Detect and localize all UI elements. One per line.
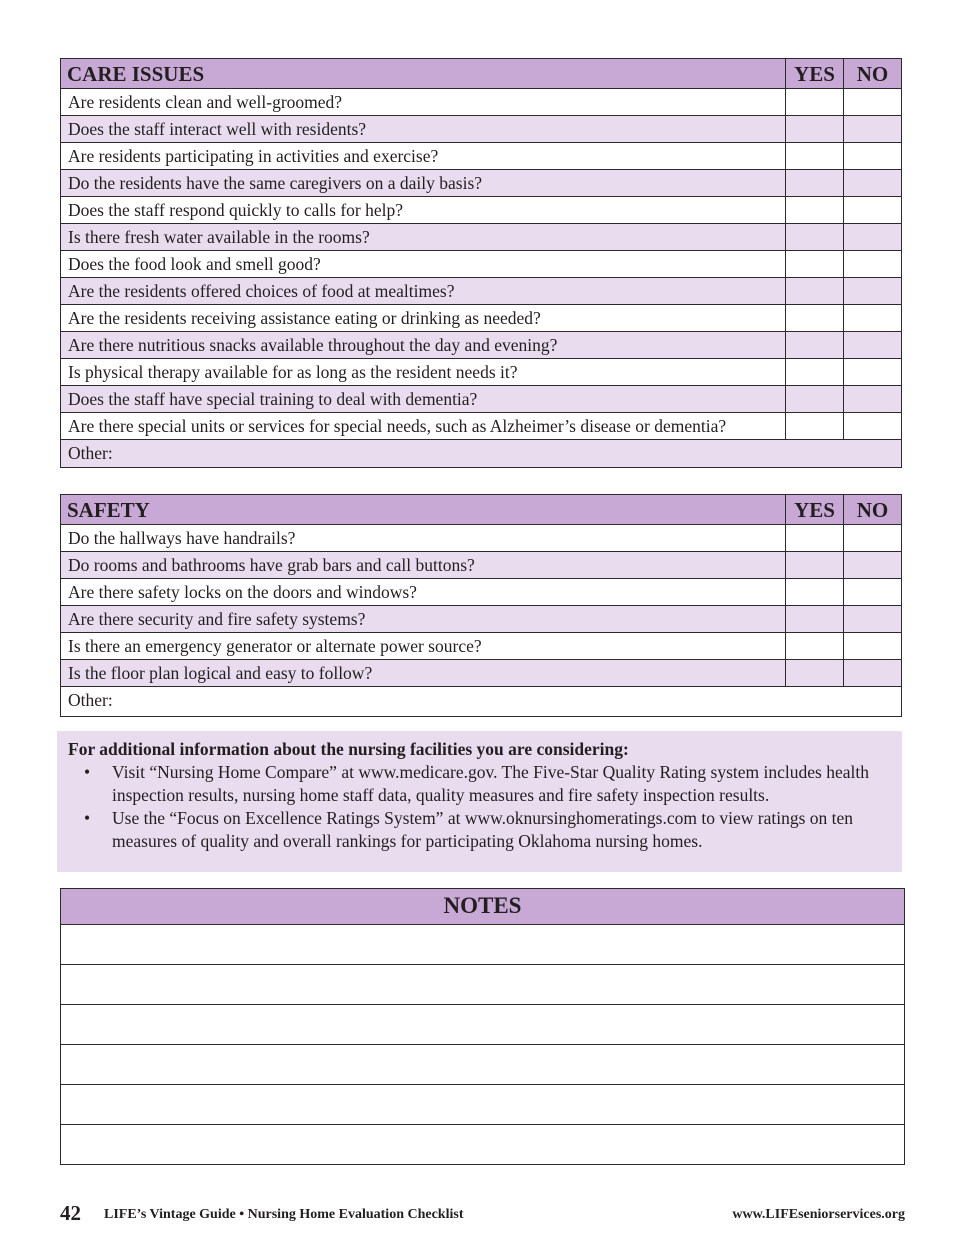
safety-table <box>60 494 902 717</box>
no-checkbox[interactable] <box>843 633 901 659</box>
info-bullet-text: Visit “Nursing Home Compare” at www.medicare.gov. The Five-Star Quality Rating system includes health inspection results, nursing home staff data, quality measures and fire safety inspection results. <box>112 762 869 805</box>
no-checkbox[interactable] <box>843 305 901 331</box>
checklist-row <box>61 89 901 116</box>
notes-line[interactable] <box>61 1125 904 1165</box>
info-bullet <box>68 761 890 807</box>
footer-url: www.LIFEseniorservices.org <box>732 1207 905 1222</box>
checklist-row <box>61 660 901 687</box>
yes-checkbox[interactable] <box>785 525 843 551</box>
checklist-row <box>61 525 901 552</box>
other-label: Other: <box>68 690 113 710</box>
yes-checkbox[interactable] <box>785 197 843 223</box>
yes-column-header: YES <box>785 495 843 524</box>
question: Does the food look and smell good? <box>68 254 321 274</box>
checklist-row <box>61 116 901 143</box>
checklist-row <box>61 386 901 413</box>
checklist-row <box>61 359 901 386</box>
checklist-row <box>61 170 901 197</box>
question: Are residents participating in activities and exercise? <box>68 146 439 166</box>
yes-checkbox[interactable] <box>785 386 843 412</box>
footer-title: LIFE’s Vintage Guide • Nursing Home Evaluation Checklist <box>104 1207 464 1222</box>
checklist-row <box>61 633 901 660</box>
no-checkbox[interactable] <box>843 660 901 686</box>
other-field[interactable] <box>61 440 901 467</box>
no-checkbox[interactable] <box>843 359 901 385</box>
checklist-row <box>61 143 901 170</box>
yes-checkbox[interactable] <box>785 143 843 169</box>
no-column-header: NO <box>843 59 901 88</box>
question: Are the residents receiving assistance eating or drinking as needed? <box>68 308 541 328</box>
info-bullet <box>68 807 890 853</box>
notes-line[interactable] <box>61 1085 904 1125</box>
yes-checkbox[interactable] <box>785 278 843 304</box>
yes-checkbox[interactable] <box>785 633 843 659</box>
yes-checkbox[interactable] <box>785 116 843 142</box>
yes-checkbox[interactable] <box>785 305 843 331</box>
no-checkbox[interactable] <box>843 552 901 578</box>
no-checkbox[interactable] <box>843 170 901 196</box>
question: Is physical therapy available for as long as the resident needs it? <box>68 362 518 382</box>
question: Does the staff respond quickly to calls for help? <box>68 200 404 220</box>
other-label: Other: <box>68 443 113 463</box>
care-issues-title: CARE ISSUES <box>67 62 205 86</box>
care-issues-table <box>60 58 902 468</box>
yes-checkbox[interactable] <box>785 170 843 196</box>
checklist-row <box>61 606 901 633</box>
no-checkbox[interactable] <box>843 525 901 551</box>
bullet-icon: • <box>84 808 91 828</box>
no-checkbox[interactable] <box>843 579 901 605</box>
yes-checkbox[interactable] <box>785 413 843 439</box>
question: Are there security and fire safety systems? <box>68 609 366 629</box>
question: Do the hallways have handrails? <box>68 528 296 548</box>
notes-title: NOTES <box>61 889 904 925</box>
question: Are there nutritious snacks available throughout the day and evening? <box>68 335 558 355</box>
no-checkbox[interactable] <box>843 413 901 439</box>
checklist-row <box>61 251 901 278</box>
yes-checkbox[interactable] <box>785 660 843 686</box>
bullet-icon: • <box>84 762 91 782</box>
question: Does the staff have special training to deal with dementia? <box>68 389 478 409</box>
no-checkbox[interactable] <box>843 89 901 115</box>
yes-checkbox[interactable] <box>785 579 843 605</box>
page-footer <box>60 1201 905 1231</box>
question: Are residents clean and well-groomed? <box>68 92 343 112</box>
page-number: 42 <box>60 1201 81 1225</box>
yes-checkbox[interactable] <box>785 332 843 358</box>
checklist-row <box>61 197 901 224</box>
no-checkbox[interactable] <box>843 606 901 632</box>
care-issues-header <box>61 59 901 89</box>
yes-checkbox[interactable] <box>785 606 843 632</box>
question: Is the floor plan logical and easy to follow? <box>68 663 373 683</box>
yes-checkbox[interactable] <box>785 224 843 250</box>
other-field[interactable] <box>61 687 901 716</box>
notes-line[interactable] <box>61 1045 904 1085</box>
checklist-row <box>61 305 901 332</box>
info-bullet-text: Use the “Focus on Excellence Ratings System” at www.oknursinghomeratings.com to view ratings on ten measures of quality and overall rankings for participating Oklahoma nursing homes. <box>112 808 854 851</box>
checklist-row <box>61 413 901 440</box>
question: Do the residents have the same caregivers on a daily basis? <box>68 173 483 193</box>
no-checkbox[interactable] <box>843 332 901 358</box>
no-checkbox[interactable] <box>843 143 901 169</box>
yes-checkbox[interactable] <box>785 251 843 277</box>
notes-line[interactable] <box>61 1005 904 1045</box>
notes-table <box>60 888 905 1165</box>
info-title: For additional information about the nursing facilities you are considering: <box>68 739 629 759</box>
safety-header <box>61 495 901 525</box>
checklist-row <box>61 332 901 359</box>
no-checkbox[interactable] <box>843 116 901 142</box>
safety-title: SAFETY <box>67 498 150 522</box>
yes-checkbox[interactable] <box>785 552 843 578</box>
no-checkbox[interactable] <box>843 278 901 304</box>
question: Are there safety locks on the doors and windows? <box>68 582 417 602</box>
no-checkbox[interactable] <box>843 197 901 223</box>
question: Are there special units or services for special needs, such as Alzheimer’s disease or dementia? <box>68 416 727 436</box>
checklist-row <box>61 278 901 305</box>
no-checkbox[interactable] <box>843 251 901 277</box>
no-column-header: NO <box>843 495 901 524</box>
question: Is there an emergency generator or alternate power source? <box>68 636 482 656</box>
question: Does the staff interact well with residents? <box>68 119 367 139</box>
checklist-row <box>61 552 901 579</box>
question: Is there fresh water available in the rooms? <box>68 227 370 247</box>
question: Do rooms and bathrooms have grab bars and call buttons? <box>68 555 475 575</box>
yes-checkbox[interactable] <box>785 89 843 115</box>
yes-column-header: YES <box>785 59 843 88</box>
no-checkbox[interactable] <box>843 386 901 412</box>
no-checkbox[interactable] <box>843 224 901 250</box>
checklist-row <box>61 579 901 606</box>
question: Are the residents offered choices of food at mealtimes? <box>68 281 455 301</box>
notes-line[interactable] <box>61 925 904 965</box>
notes-line[interactable] <box>61 965 904 1005</box>
additional-info-box <box>57 731 902 872</box>
yes-checkbox[interactable] <box>785 359 843 385</box>
checklist-row <box>61 224 901 251</box>
